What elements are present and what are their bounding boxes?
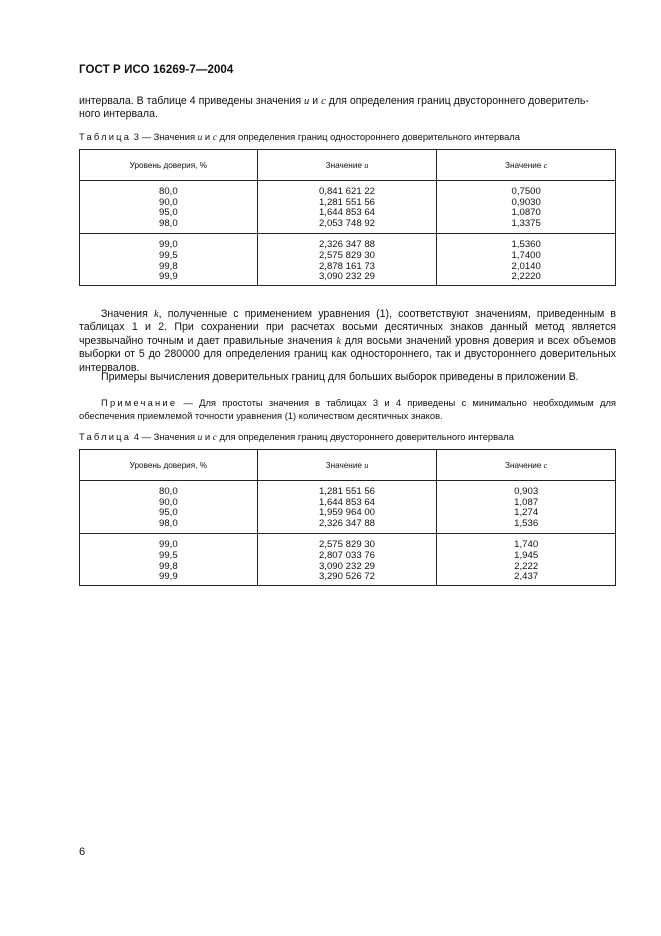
table-cell-value: 1,740: [514, 539, 539, 551]
table-cell-value: 2,0140: [511, 260, 541, 272]
table-cell-value: 2,222: [514, 560, 539, 572]
table-cell-value: 2,575 829 30: [318, 539, 375, 551]
table-cell-value: 3,290 526 72: [318, 571, 375, 583]
table-cell-value: 95,0: [158, 507, 178, 519]
c-cell: [437, 234, 616, 285]
body-paragraph-1: Значения k, полученные с применением уравнения (1), соответствуют значениям, приведенным в таблицах 1 и 2. При сохранении при расчетах восьми десятичных знаков данный метод является чрезвычайно точным и дает правильные значения k для восьми значений уровня доверия и всех объемов выборки от 5 до 280000 для определения границ как одностороннего, так и двустороннего доверительных интервалов.: [79, 308, 616, 374]
table-cell-value: 1,3375: [511, 217, 541, 229]
table-cell-value: 1,274: [514, 507, 539, 519]
header-level: Уровень доверия, %: [80, 150, 258, 181]
table-cell-value: 1,087: [514, 496, 539, 508]
table-cell-value: 1,959 964 00: [318, 507, 375, 519]
table-cell-value: 90,0: [158, 196, 178, 208]
level-cell: [80, 234, 258, 285]
table-cell-value: 2,326 347 88: [318, 517, 375, 529]
table-cell-value: 1,0870: [511, 207, 541, 219]
c-cell: [437, 534, 616, 585]
header-c: Значение c: [437, 450, 616, 481]
table3-caption: Таблица 3 — Значения u и c для определения границ одностороннего доверительного интервала: [79, 131, 520, 143]
table-cell-value: 0,9030: [511, 196, 541, 208]
table-3: [79, 149, 616, 286]
table-cell-value: 1,644 853 64: [318, 496, 375, 508]
table-header-row: [80, 450, 616, 481]
header-u: Значение u: [257, 450, 437, 481]
table-cell-value: 2,437: [514, 571, 539, 583]
table-cell-value: 98,0: [158, 217, 178, 229]
page-number: 6: [79, 846, 86, 858]
table-cell-value: 99,5: [158, 249, 178, 261]
document-header: ГОСТ Р ИСО 16269-7—2004: [79, 64, 234, 76]
u-cell: [257, 234, 437, 285]
table-row-group: [80, 181, 616, 234]
intro-paragraph: интервала. В таблице 4 приведены значения u и c для определения границ двустороннего доверитель- ного интервала.: [79, 95, 589, 121]
note: Примечание — Для простоты значения в таблицах 3 и 4 приведены с минимально необходимым для обеспечения приемлемой точности уравнения (1) количеством десятичных знаков.: [79, 397, 616, 421]
table-cell-value: 99,9: [158, 271, 178, 283]
table-row-group: [80, 481, 616, 534]
table-cell-value: 0,841 621 22: [318, 186, 375, 197]
table-cell-value: 1,7400: [511, 249, 541, 261]
table-row-group: [80, 534, 616, 585]
header-u: Значение u: [257, 150, 437, 181]
table-cell-value: 1,281 551 56: [318, 196, 375, 208]
u-cell: [257, 534, 437, 585]
table-header-row: [80, 150, 616, 181]
table-cell-value: 0,7500: [511, 186, 541, 197]
table-cell-value: 99,9: [158, 571, 178, 583]
table-cell-value: 3,090 232 29: [318, 560, 375, 572]
table-cell-value: 2,326 347 88: [318, 239, 375, 251]
table-cell-value: 2,807 033 76: [318, 549, 375, 561]
table-cell-value: 99,8: [158, 560, 178, 572]
table-cell-value: 1,281 551 56: [318, 486, 375, 497]
table-cell-value: 2,053 748 92: [318, 217, 375, 229]
table-cell-value: 80,0: [158, 186, 178, 197]
table-cell-value: 1,644 853 64: [318, 207, 375, 219]
table-cell-value: 95,0: [158, 207, 178, 219]
u-cell: [257, 181, 437, 234]
table-cell-value: 2,878 161 73: [318, 260, 375, 272]
table-row-group: [80, 234, 616, 285]
level-cell: [80, 534, 258, 585]
table-cell-value: 90,0: [158, 496, 178, 508]
c-cell: [437, 481, 616, 534]
table-cell-value: 99,0: [158, 539, 178, 551]
header-level: Уровень доверия, %: [80, 450, 258, 481]
u-cell: [257, 481, 437, 534]
level-cell: [80, 481, 258, 534]
level-cell: [80, 181, 258, 234]
header-c: Значение c: [437, 150, 616, 181]
table-cell-value: 2,2220: [511, 271, 541, 283]
table-cell-value: 0,903: [514, 486, 539, 497]
table-cell-value: 98,0: [158, 517, 178, 529]
table-cell-value: 99,5: [158, 549, 178, 561]
table4-caption: Таблица 4 — Значения u и c для определения границ двустороннего доверительного интервала: [79, 431, 514, 443]
table-cell-value: 1,945: [514, 549, 539, 561]
table-4: [79, 449, 616, 586]
table-cell-value: 1,536: [514, 517, 539, 529]
table-cell-value: 2,575 829 30: [318, 249, 375, 261]
table-cell-value: 99,0: [158, 239, 178, 251]
table-cell-value: 99,8: [158, 260, 178, 272]
body-paragraph-2: Примеры вычисления доверительных границ для больших выборок приведены в приложении В.: [101, 371, 579, 383]
table-cell-value: 80,0: [158, 486, 178, 497]
table-cell-value: 3,090 232 29: [318, 271, 375, 283]
table-cell-value: 1,5360: [511, 239, 541, 251]
c-cell: [437, 181, 616, 234]
